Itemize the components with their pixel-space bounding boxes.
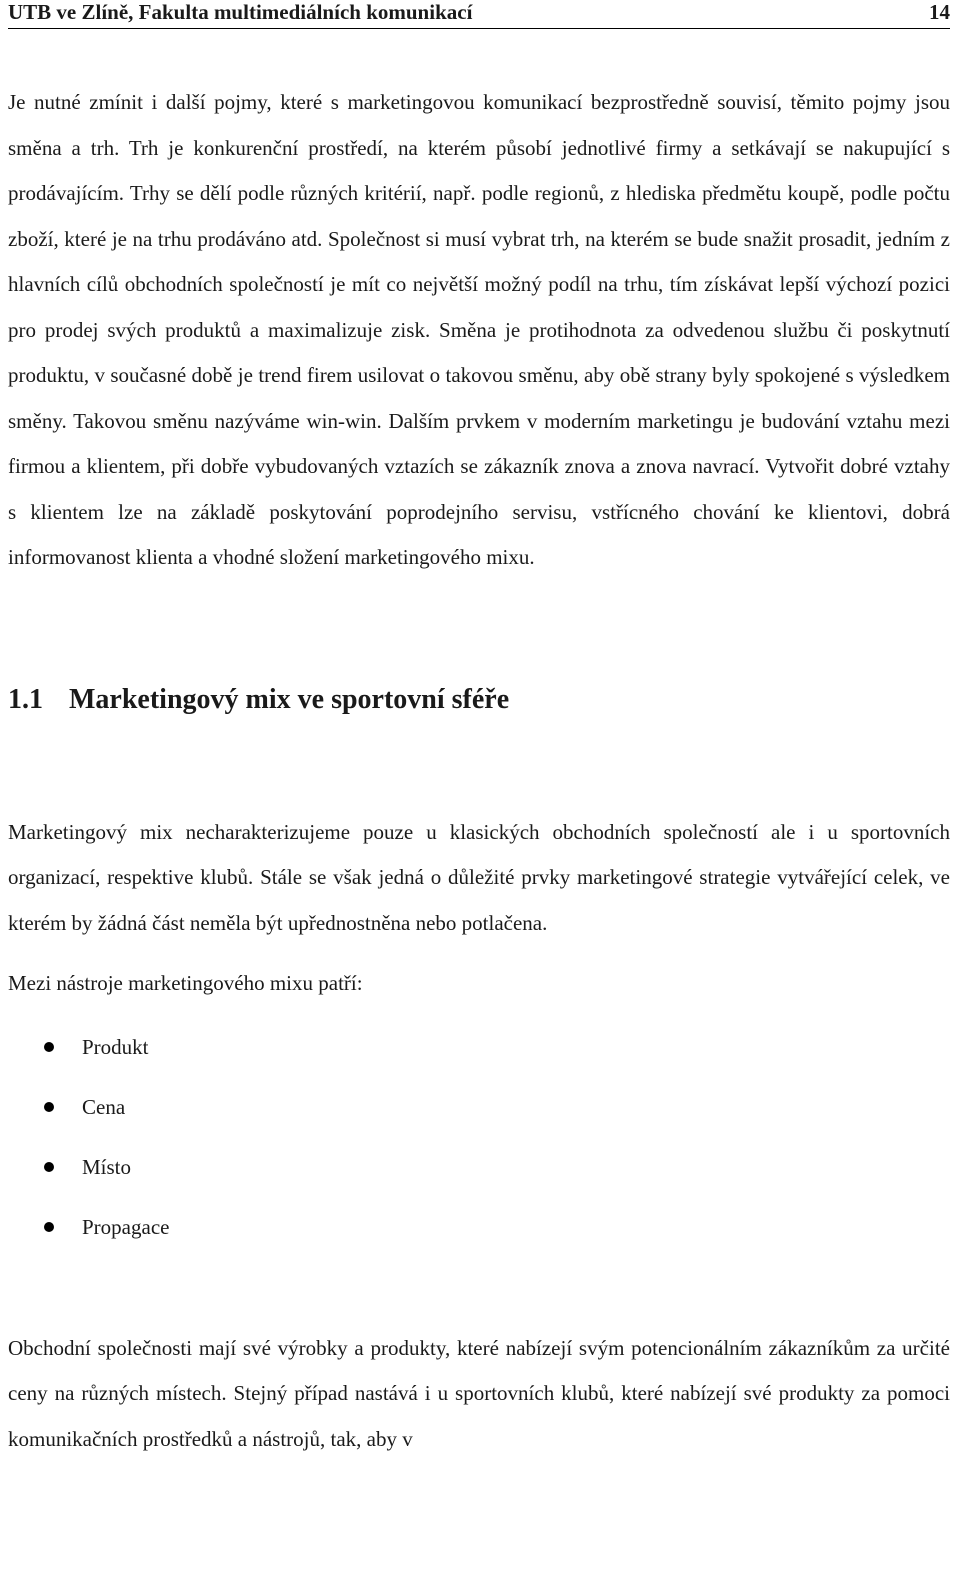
- bullet-icon: [44, 1222, 54, 1232]
- bullet-icon: [44, 1102, 54, 1112]
- header-title: UTB ve Zlíně, Fakulta multimediálních komunikací: [8, 0, 473, 24]
- list-item: [8, 1197, 950, 1257]
- list-item: [8, 1017, 950, 1077]
- list-item-label: Produkt: [82, 1034, 149, 1059]
- list-item-label: Propagace: [82, 1214, 170, 1239]
- list-item-label: Místo: [82, 1154, 132, 1179]
- document-page: [8, 0, 950, 1462]
- paragraph-closing: Obchodní společnosti mají své výrobky a produkty, které nabízejí svým potencionálním zákazníkům za určité ceny na různých místech. Stejný případ nastává i u sportovních klubů, které nabízejí své produkty za pomoci komunikačních prostředků a nástrojů, tak, aby v: [8, 1335, 950, 1451]
- section-number: 1.1: [8, 683, 43, 715]
- paragraph-intro: Je nutné zmínit i další pojmy, které s marketingovou komunikací bezprostředně souvisí, těmito pojmy jsou směna a trh. Trh je konkurenční prostředí, na kterém působí jednotlivé firmy a setkávají se nakupující s prodávajícím. Trhy se dělí podle různých kritérií, např. podle regionů, z hlediska předmětu koupě, podle počtu zboží, které je na trhu prodáváno atd. Společnost si musí vybrat trh, na kterém se bude snažit prosadit, jedním z hlavních cílů obchodních společností je mít co největší možný podíl na trhu, tím získávat lepší výchozí pozici pro prodej svých produktů a maximalizuje zisk. Směna je protihodnota za odvedenou službu či poskytnutí produktu, v současné době je trend firem usilovat o takovou směnu, aby obě strany byly spokojené s výsledkem směny. Takovou směnu nazýváme win-win. Dalším prvkem v moderním marketingu je budování vztahu mezi firmou a klientem, při dobře vybudovaných vztazích se zákazník znova a znova navrací. Vytvořit dobré vztahy s klientem lze na základě poskytování poprodejního servisu, vstřícného chování ke klientovi, dobrá informovanost klienta a vhodné složení marketingového mixu.: [8, 90, 950, 569]
- list-item: [8, 1137, 950, 1197]
- page-number: 14: [929, 0, 950, 24]
- page-header: [8, 0, 950, 29]
- list-item-label: Cena: [82, 1094, 126, 1119]
- bullet-icon: [44, 1042, 54, 1052]
- list-item: [8, 1077, 950, 1137]
- bullet-icon: [44, 1162, 54, 1172]
- paragraph-tools-intro: Mezi nástroje marketingového mixu patří:: [8, 971, 363, 995]
- paragraph-mix-definition: Marketingový mix necharakterizujeme pouze u klasických obchodních společností ale i u sportovních organizací, respektive klubů. Stále se však jedná o důležité prvky marketingové strategie vytvářející celek, ve kterém by žádná část neměla být upřednostněna nebo potlačena.: [8, 819, 950, 935]
- tools-list: [8, 1017, 950, 1257]
- section-heading: [8, 682, 950, 718]
- section-title: Marketingový mix ve sportovní sféře: [69, 683, 510, 715]
